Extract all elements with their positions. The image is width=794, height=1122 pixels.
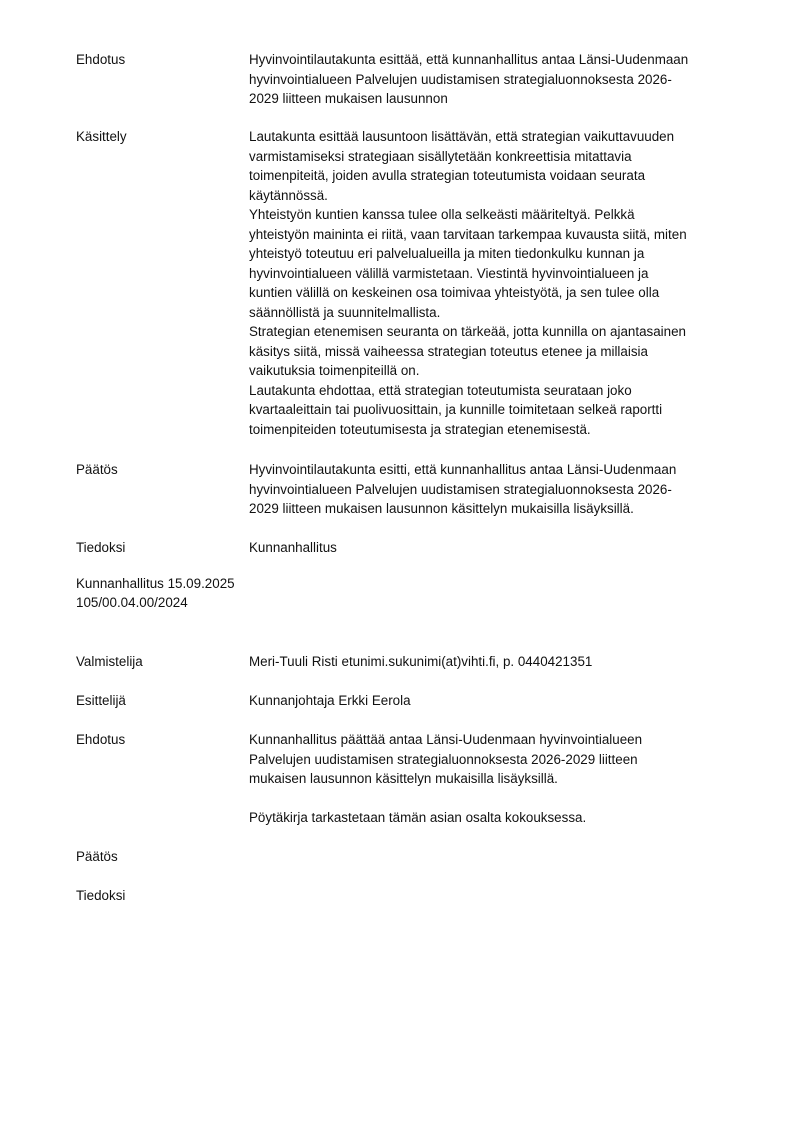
text-line: varmistamiseksi strategiaan sisällytetään konkreettisia mitattavia (249, 148, 632, 164)
text-line: 2029 liitteen mukaisen lausunnon (249, 91, 448, 106)
meeting-body-date: Kunnanhallitus 15.09.2025 (76, 576, 235, 591)
text-line: Hyvinvointilautakunta esitti, että kunnanhallitus antaa Länsi-Uudenmaan (249, 462, 677, 477)
text-line: Lautakunta ehdottaa, että strategian toteutumista seurataan joko (249, 382, 632, 398)
section-label: Tiedoksi (76, 540, 126, 555)
text-line: käsitys siitä, missä vaiheessa strategian toteutus etenee ja millaisia (249, 343, 648, 359)
section-content (249, 691, 741, 711)
text-line: Kunnanjohtaja Erkki Eerola (249, 693, 411, 708)
section-label: Esittelijä (76, 693, 126, 708)
text-line: hyvinvointialueen välillä varmistetaan. Viestintä hyvinvointialueen ja (249, 265, 649, 281)
text-line: yhteistyön maininta ei riitä, vaan tarvitaan tarkempaa kuvausta siitä, miten (249, 226, 687, 242)
section-label: Käsittely (76, 129, 127, 144)
section-content (249, 127, 741, 439)
section-label: Päätös (76, 849, 118, 864)
text-line: 2029 liitteen mukaisen lausunnon käsittelyn mukaisilla lisäyksillä. (249, 501, 634, 516)
text-line: kuntien välillä on keskeinen osa toimivaa yhteistyötä, ja sen tulee olla (249, 285, 660, 300)
section-label: Valmistelija (76, 654, 143, 669)
text-line: mukaisen lausunnon käsittelyn mukaisilla lisäyksillä. (249, 771, 558, 786)
section-content (249, 538, 741, 558)
section-content (249, 730, 741, 828)
blank-line (249, 789, 741, 809)
text-line: Yhteistyön kuntien kanssa tulee olla selkeästi määriteltyä. Pelkkä (249, 207, 635, 222)
text-line: Kunnanhallitus päättää antaa Länsi-Uudenmaan hyvinvointialueen (249, 732, 643, 747)
text-line: toimenpiteiden toteutumisesta ja strategian etenemisestä. (249, 421, 591, 437)
text-line: yhteistyö toteutuu eri palvelualueilla ja miten tiedonkulku kunnan ja (249, 246, 645, 261)
text-line: Pöytäkirja tarkastetaan tämän asian osalta kokouksessa. (249, 810, 587, 825)
section-label: Ehdotus (76, 732, 126, 747)
text-line: Lautakunta esittää lausuntoon lisättävän, että strategian vaikuttavuuden (249, 129, 675, 144)
text-line: Kunnanhallitus (249, 540, 337, 555)
text-line: hyvinvointialueen Palvelujen uudistamisen strategialuonnoksesta 2026- (249, 71, 672, 87)
text-line: kvartaaleittain tai puolivuosittain, ja kunnille toimitetaan selkeä raportti (249, 402, 663, 417)
text-line: Hyvinvointilautakunta esittää, että kunnanhallitus antaa Länsi-Uudenmaan (249, 52, 689, 67)
record-number: 105/00.04.00/2024 (76, 595, 188, 610)
section-label: Päätös (76, 462, 118, 477)
text-line: toimenpiteitä, joiden avulla strategian toteutumista voidaan seurata (249, 168, 646, 183)
section-content (249, 50, 741, 109)
text-line: Palvelujen uudistamisen strategialuonnoksesta 2026-2029 liitteen (249, 751, 638, 767)
text-line: hyvinvointialueen Palvelujen uudistamisen strategialuonnoksesta 2026- (249, 481, 672, 497)
text-line: Meri-Tuuli Risti etunimi.sukunimi(at)vihti.fi, p. 0440421351 (249, 654, 593, 669)
section-label: Ehdotus (76, 52, 126, 67)
section-content (249, 652, 741, 672)
text-line: säännöllistä ja suunnitelmallista. (249, 304, 441, 320)
text-line: vaikutuksia toimenpiteillä on. (249, 363, 420, 378)
text-line: Strategian etenemisen seuranta on tärkeää, jotta kunnilla on ajantasainen (249, 324, 686, 339)
section-label: Tiedoksi (76, 888, 126, 903)
text-line: käytännössä. (249, 187, 328, 203)
section-content (249, 460, 741, 519)
